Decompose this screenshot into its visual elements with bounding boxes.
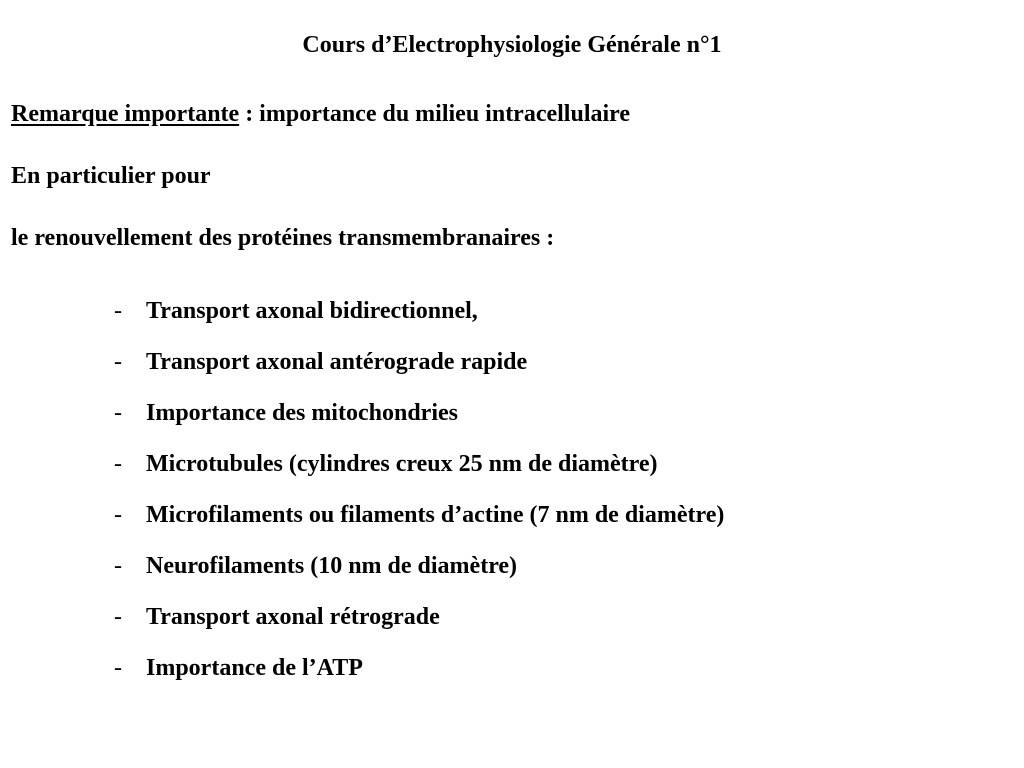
list-item-text: Neurofilaments (10 nm de diamètre): [146, 553, 518, 579]
dash-marker: -: [114, 400, 122, 426]
list-item-text: Microfilaments ou filaments d’actine (7 nm de diamètre): [146, 502, 725, 528]
dash-marker: -: [114, 604, 122, 630]
slide-title: Cours d’Electrophysiologie Générale n°1: [302, 32, 722, 58]
dash-marker: -: [114, 298, 122, 324]
dash-marker: -: [114, 349, 122, 375]
list-item-text: Importance des mitochondries: [146, 400, 458, 426]
dash-marker: -: [114, 655, 122, 681]
list-item-text: Transport axonal rétrograde: [146, 604, 440, 630]
dash-marker: -: [114, 451, 122, 477]
list-item-text: Transport axonal antérograde rapide: [146, 349, 528, 375]
particular-line: En particulier pour: [11, 163, 211, 189]
remark-text: : importance du milieu intracellulaire: [239, 101, 631, 127]
dash-marker: -: [114, 553, 122, 579]
list-item-text: Microtubules (cylindres creux 25 nm de diamètre): [146, 451, 658, 477]
remark-label: Remarque importante: [11, 101, 240, 127]
list-item-text: Transport axonal bidirectionnel,: [146, 298, 478, 324]
renewal-line: le renouvellement des protéines transmembranaires :: [11, 225, 555, 251]
dash-marker: -: [114, 502, 122, 528]
list-item-text: Importance de l’ATP: [146, 655, 363, 681]
remark-line: [11, 99, 630, 129]
